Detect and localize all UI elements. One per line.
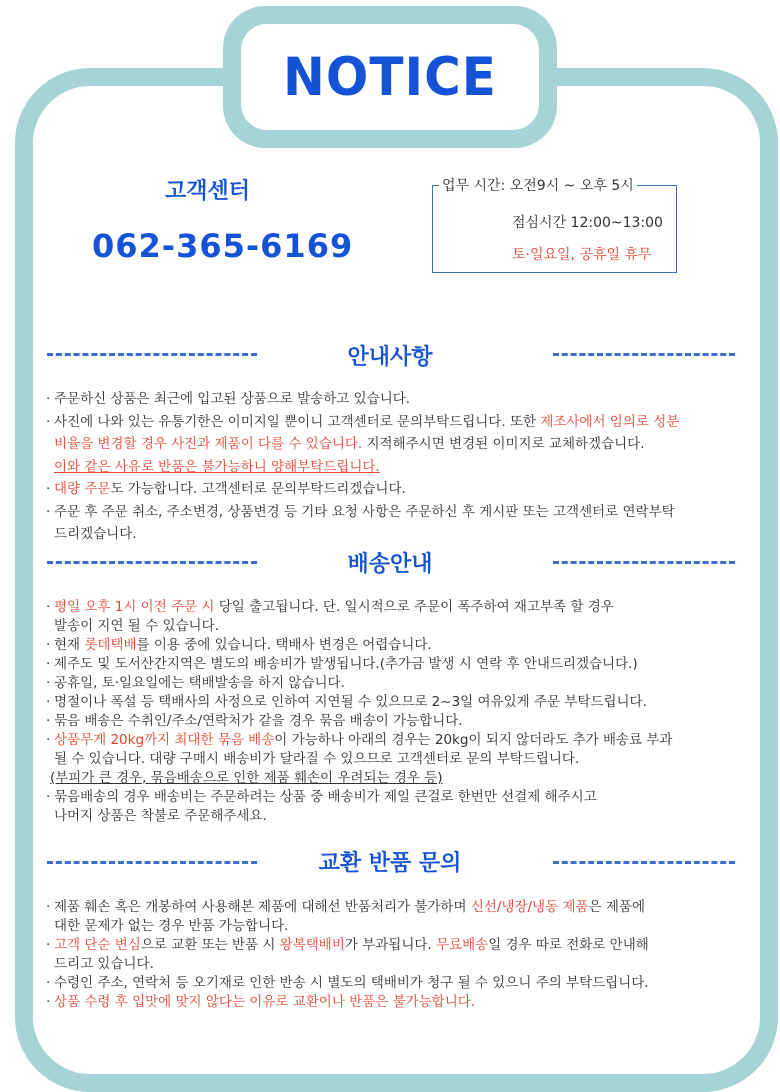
list-text: 를 이용 중에 있습니다. 택배사 변경은 어렵습니다.: [136, 637, 432, 653]
title-tab: [223, 6, 557, 148]
list-text: 수령인 주소, 연락처 등 오기재로 인한 반송 시 별도의 택배비가 청구 될 수 있으니 주의 부탁드립니다.: [54, 975, 649, 991]
returns-list: [46, 898, 649, 1012]
list-text: 일 경우 따로 전화로 안내해: [488, 937, 649, 953]
list-text: 공휴일, 토·일요일에는 택배발송을 하지 않습니다.: [54, 675, 345, 691]
list-text: 묶음배송의 경우 배송비는 주문하려는 상품 중 배송비가 제일 큰걸로 한번만 선결제 해주시고: [54, 789, 597, 805]
section-heading-returns: 교환 반품 문의: [318, 851, 462, 876]
list-item: [46, 598, 672, 617]
business-hours-box: [432, 178, 677, 273]
list-text: 도 가능합니다. 고객센터로 문의부탁드리겠습니다.: [110, 481, 406, 497]
lunch-hours: 점심시간 12:00~13:00: [512, 215, 663, 231]
list-text: 드리고 있습니다.: [54, 956, 154, 972]
list-text: 가 부과됩니다.: [344, 937, 437, 953]
list-item: [46, 655, 672, 674]
customer-center-label: 고객센터: [165, 179, 251, 204]
list-item: [46, 788, 672, 807]
list-text-highlight: 상품 수령 후 입맛에 맞지 않다는 이유로 교환이나 반품은 불가능합니다.: [54, 994, 476, 1010]
customer-center-phone: 062-365-6169: [92, 227, 354, 265]
list-text: (부피가 큰 경우, 묶음배송으로 인한 제품 훼손이 우려되는 경우 등): [50, 770, 443, 786]
list-item: [46, 388, 679, 411]
list-text: 주문 후 주문 취소, 주소변경, 상품변경 등 기타 요청 사항은 주문하신 후 게시판 또는 고객센터로 연락부탁: [54, 503, 675, 520]
list-text: 으로 교환 또는 반품 시: [140, 937, 280, 953]
list-text-highlight: 신선/냉장/냉동 제품: [470, 899, 589, 915]
list-item: [46, 898, 649, 917]
delivery-list: [46, 598, 672, 826]
closed-days: 토·일요일, 공휴일 휴무: [512, 247, 652, 263]
list-item: [46, 807, 672, 826]
list-text: 주문하신 상품은 최근에 입고된 상품으로 발송하고 있습니다.: [54, 391, 411, 407]
list-text: 대한 문제가 없는 경우 반품 가능합니다.: [54, 918, 289, 934]
list-text-highlight: 상품무게 20kg까지 최대한 묶음 배송: [54, 732, 275, 748]
list-item: [46, 636, 672, 655]
title-box: [241, 24, 539, 130]
list-text-highlight: 고객 단순 변심: [54, 937, 141, 953]
section-heading-guide: 안내사항: [347, 345, 433, 370]
list-text: 현재: [54, 637, 85, 653]
list-text-highlight: 이와 같은 사유로 반품은 불가능하니 양해부탁드립니다.: [54, 458, 380, 475]
list-item: [46, 955, 649, 974]
list-text: 발송이 지연 될 수 있습니다.: [54, 618, 219, 634]
list-text: 사진에 나와 있는 유통기한은 이미지일 뿐이니 고객센터로 문의부탁드립니다. 또한: [54, 413, 541, 430]
list-text-highlight: 롯데택배: [84, 637, 137, 653]
list-text-highlight: 대량 주문: [54, 481, 111, 497]
list-item: [46, 712, 672, 731]
list-item: [46, 411, 679, 434]
list-text: 당일 출고됩니다. 단. 일시적으로 주문이 폭주하여 재고부족 할 경우: [214, 599, 614, 615]
list-text: 묶음 배송은 수취인/주소/연락처가 같을 경우 묶음 배송이 가능합니다.: [54, 713, 463, 729]
section-heading-delivery: 배송안내: [347, 552, 433, 577]
list-item: [46, 617, 672, 636]
list-text: 제주도 및 도서산간지역은 별도의 배송비가 발생됩니다.(추가금 발생 시 연락 후 안내드리겠습니다.): [54, 656, 638, 672]
list-text: 될 수 있습니다. 대량 구매시 배송비가 달라질 수 있으므로 고객센터로 문의 부탁드립니다.: [54, 751, 580, 767]
list-text: 드리겠습니다.: [54, 526, 137, 542]
page-title: NOTICE: [283, 46, 497, 108]
list-item: [46, 731, 672, 750]
list-text: 지적해주시면 변경된 이미지로 교체하겠습니다.: [362, 436, 645, 452]
list-item: [46, 674, 672, 693]
list-text: 명절이나 폭설 등 택배사의 사정으로 인하여 지연될 수 있으므로 2~3일 여유있게 주문 부탁드립니다.: [54, 694, 647, 710]
list-text-highlight: 비율을 변경할 경우 사진과 제품이 다를 수 있습니다.: [54, 436, 363, 452]
guide-list: [46, 388, 679, 546]
list-item: [46, 478, 679, 501]
list-item: [46, 523, 679, 546]
list-item: [46, 693, 672, 712]
list-item: [46, 501, 679, 524]
list-text-highlight: 무료배송: [436, 937, 489, 953]
list-item: [42, 769, 672, 788]
business-hours-title: 업무 시간: 오전9시 ~ 오후 5시: [439, 175, 637, 195]
list-item: [46, 974, 649, 993]
list-text: 은 제품에: [588, 899, 645, 915]
list-item: [46, 750, 672, 769]
list-item: [46, 936, 649, 955]
list-item: [46, 456, 679, 479]
list-text-highlight: 평일 오후 1시 이전 주문 시: [54, 599, 215, 615]
list-item: [46, 433, 679, 456]
list-text-highlight: 제조사에서 임의로 성분: [540, 413, 680, 430]
list-text: 제품 훼손 혹은 개봉하여 사용해본 제품에 대해선 반품처리가 불가하며: [54, 899, 471, 915]
list-text: 나머지 상품은 착불로 주문해주세요.: [54, 808, 267, 824]
list-text-highlight: 왕복택배비: [279, 937, 345, 953]
list-text: 이 가능하나 아래의 경우는 20kg이 되지 않더라도 추가 배송료 부과: [274, 732, 673, 748]
list-item: [46, 993, 649, 1012]
list-item: [46, 917, 649, 936]
